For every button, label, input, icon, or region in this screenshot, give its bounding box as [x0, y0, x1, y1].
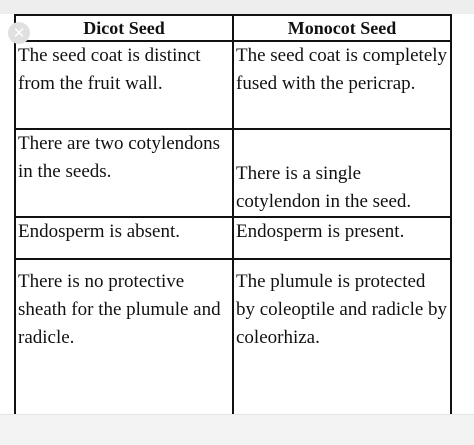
cell-dicot-cotyledons: There are two cotylendons in the seeds. [15, 129, 233, 217]
cell-dicot-endosperm: Endosperm is absent. [15, 217, 233, 259]
table-row [15, 259, 451, 419]
cell-monocot-cotyledons: There is a single cotylendon in the seed. [233, 129, 451, 217]
table-header-row [15, 15, 451, 41]
cell-monocot-seed-coat: The seed coat is completely fused with the pericrap. [233, 41, 451, 129]
cell-monocot-endosperm: Endosperm is present. [233, 217, 451, 259]
table-row [15, 41, 451, 129]
close-icon[interactable]: ✕ [8, 22, 30, 44]
cell-monocot-sheath: The plumule is protected by coleoptile and radicle by coleorhiza. [233, 259, 451, 419]
table-row [15, 129, 451, 217]
cell-dicot-seed-coat: The seed coat is distinct from the fruit wall. [15, 41, 233, 129]
viewer-top-bar [0, 0, 474, 14]
viewer-bottom-strip [0, 414, 474, 445]
header-monocot-seed: Monocot Seed [233, 15, 451, 41]
header-dicot-seed: Dicot Seed [15, 15, 233, 41]
dicot-monocot-comparison-table [14, 14, 452, 420]
table-row [15, 217, 451, 259]
cell-dicot-sheath: There is no protective sheath for the plumule and radicle. [15, 259, 233, 419]
comparison-table-container [14, 14, 452, 404]
